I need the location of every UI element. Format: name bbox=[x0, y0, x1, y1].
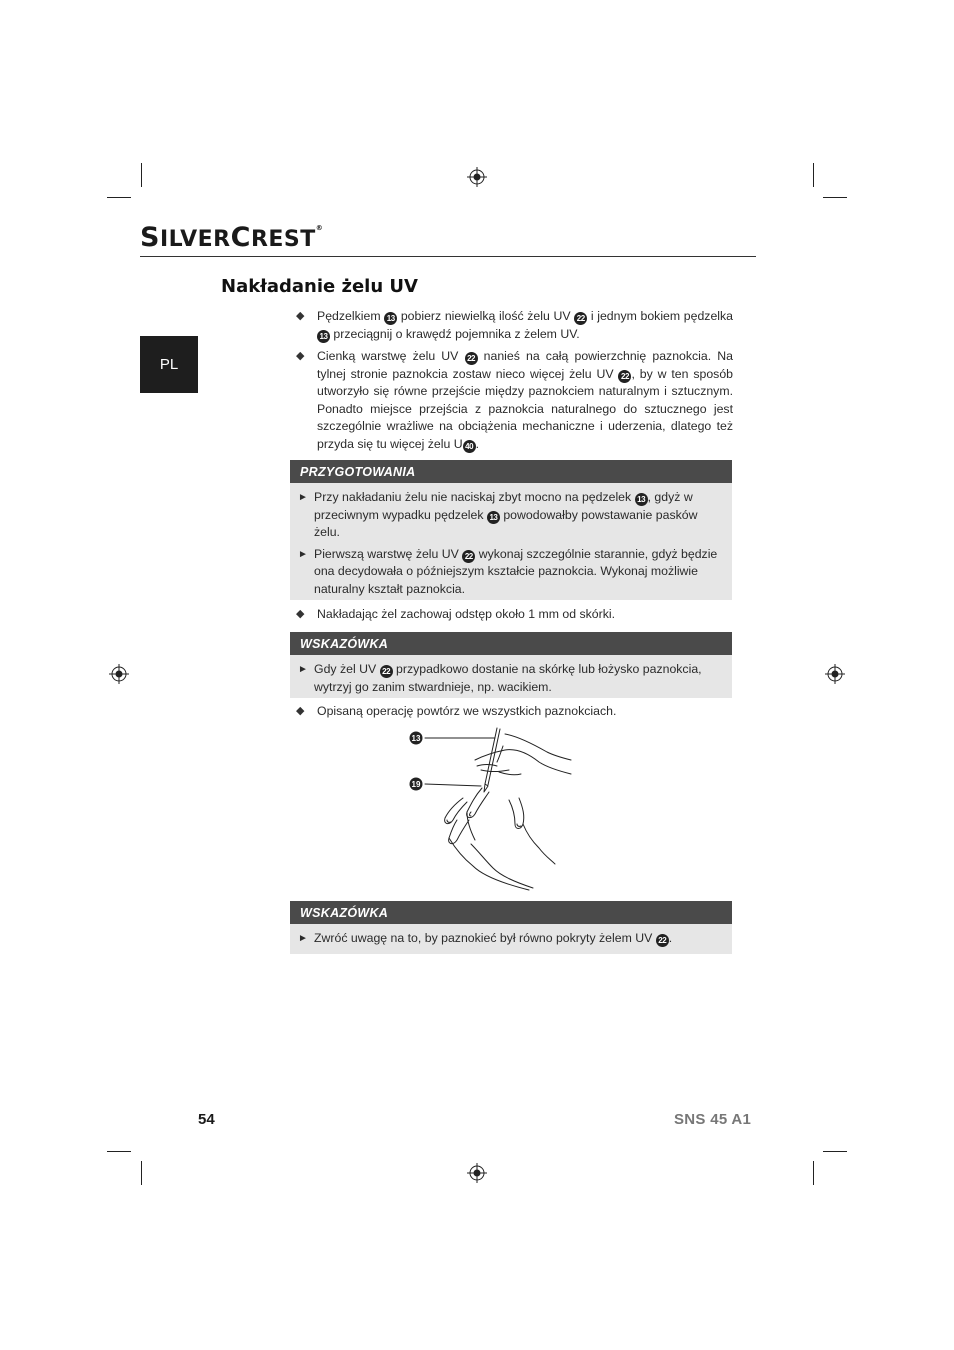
callout-label: 19 bbox=[411, 780, 421, 789]
registration-mark-icon bbox=[467, 167, 487, 187]
box-title: WSKAZÓWKA bbox=[290, 632, 732, 655]
crop-mark bbox=[141, 1161, 142, 1185]
crop-mark bbox=[813, 1161, 814, 1185]
diamond-bullet-icon: ◆ bbox=[296, 310, 305, 322]
instruction-paragraph bbox=[296, 703, 733, 721]
language-tab: PL bbox=[140, 336, 198, 393]
diamond-bullet-icon: ◆ bbox=[296, 350, 305, 362]
paragraph-text bbox=[317, 308, 733, 343]
text-segment: Gdy żel UV bbox=[314, 662, 380, 676]
registration-mark-icon bbox=[825, 664, 845, 684]
callout-label: 13 bbox=[411, 734, 421, 743]
paragraph-text bbox=[317, 703, 733, 721]
box-title: WSKAZÓWKA bbox=[290, 901, 732, 924]
diamond-bullet-icon: ◆ bbox=[296, 608, 305, 620]
part-number-badge: 22 bbox=[656, 934, 669, 947]
instruction-paragraph bbox=[296, 348, 733, 453]
arrow-bullet-icon: ► bbox=[298, 664, 308, 675]
prep-box bbox=[290, 460, 732, 600]
text-segment: wykonaj szczególnie starannie, gdyż będzie ona decydowała o późniejszym kształcie paznokcia. Wykonaj możliwie naturalny kształt paznokcia. bbox=[314, 546, 718, 596]
text-segment: Pierwszą warstwę żelu UV bbox=[314, 546, 463, 561]
instruction-paragraph bbox=[296, 606, 733, 624]
text-segment: , gdyż w przeciwnym wypadku pędzelek bbox=[314, 490, 693, 522]
text-segment: przeciągnij o krawędź pojemnika z żelem UV. bbox=[330, 326, 580, 341]
crop-mark bbox=[823, 1151, 847, 1152]
part-number-badge: 22 bbox=[380, 665, 393, 678]
text-segment: Pędzelkiem bbox=[317, 309, 385, 323]
crop-mark bbox=[107, 1151, 131, 1152]
text-segment: Przy nakładaniu żelu nie naciskaj zbyt mocno na pędzelek bbox=[314, 490, 635, 504]
part-number-badge: 22 bbox=[465, 352, 478, 365]
part-number-badge: 22 bbox=[462, 550, 475, 563]
text-segment: Zwróć uwagę na to, by paznokieć był równo pokryty żelem UV bbox=[314, 931, 656, 945]
arrow-bullet-icon: ► bbox=[298, 548, 308, 560]
note-box bbox=[290, 901, 732, 954]
header-rule bbox=[140, 256, 756, 257]
text-segment: przypadkowo dostanie na skórkę lub łożysko paznokcia, wytrzyj go zanim stwardnieje, np. wacikiem. bbox=[314, 662, 702, 694]
crop-mark bbox=[813, 163, 814, 187]
part-number-badge: 22 bbox=[618, 370, 631, 383]
part-number-badge: 13 bbox=[384, 312, 397, 325]
note-item bbox=[290, 661, 732, 696]
registration-mark-icon bbox=[467, 1163, 487, 1183]
part-number-badge: 13 bbox=[317, 330, 330, 343]
text-segment: . bbox=[668, 931, 673, 945]
text-segment: i jednym bokiem pędzelka bbox=[587, 309, 733, 323]
text-segment: Opisaną operację powtórz we wszystkich paznokciach. bbox=[317, 704, 617, 718]
brand-logo: SILVERCREST® bbox=[140, 222, 324, 253]
registration-mark-icon bbox=[109, 664, 129, 684]
arrow-bullet-icon: ► bbox=[298, 933, 308, 944]
text-segment: Cienką warstwę żelu UV bbox=[317, 349, 465, 363]
crop-mark bbox=[823, 197, 847, 198]
arrow-bullet-icon: ► bbox=[298, 492, 308, 503]
note-item bbox=[290, 489, 732, 542]
paragraph-text bbox=[317, 606, 733, 624]
instruction-paragraph bbox=[296, 308, 733, 343]
paragraph-text bbox=[317, 348, 733, 453]
note-box bbox=[290, 632, 732, 698]
note-item bbox=[290, 546, 732, 599]
diamond-bullet-icon: ◆ bbox=[296, 705, 305, 717]
model-number: SNS 45 A1 bbox=[674, 1111, 752, 1128]
note-item bbox=[290, 930, 732, 948]
hand-illustration bbox=[405, 726, 575, 891]
text-segment: . bbox=[475, 436, 479, 451]
text-segment: pobierz niewielką ilość żelu UV bbox=[397, 309, 575, 323]
part-number-badge: 40 bbox=[463, 440, 476, 453]
text-segment: , by w ten sposób utworzyło się równe przejście między paznokciem naturalnym i sztucznym. Ponadto miejsce przejścia z paznokcia naturalnego do sztucznego jest szczególnie wrażliwe na obciążenia mechaniczne i uderzenia, dlatego też przyda się tu więcej żelu U bbox=[317, 366, 733, 451]
crop-mark bbox=[107, 197, 131, 198]
text-segment: Nakładając żel zachowaj odstęp około 1 mm od skórki. bbox=[317, 607, 616, 621]
part-number-badge: 22 bbox=[574, 312, 587, 325]
page-number: 54 bbox=[198, 1111, 215, 1128]
section-title: Nakładanie żelu UV bbox=[221, 276, 418, 297]
part-number-badge: 13 bbox=[635, 493, 648, 506]
box-title: PRZYGOTOWANIA bbox=[290, 460, 732, 483]
text-segment: powodowałby powstawanie pasków żelu. bbox=[314, 507, 698, 539]
text-segment: nanieś na całą powierzchnię paznokcia. Na tylnej stronie paznokcia zostaw nieco więcej żelu UV bbox=[317, 349, 734, 381]
crop-mark bbox=[141, 163, 142, 187]
part-number-badge: 13 bbox=[487, 511, 500, 524]
